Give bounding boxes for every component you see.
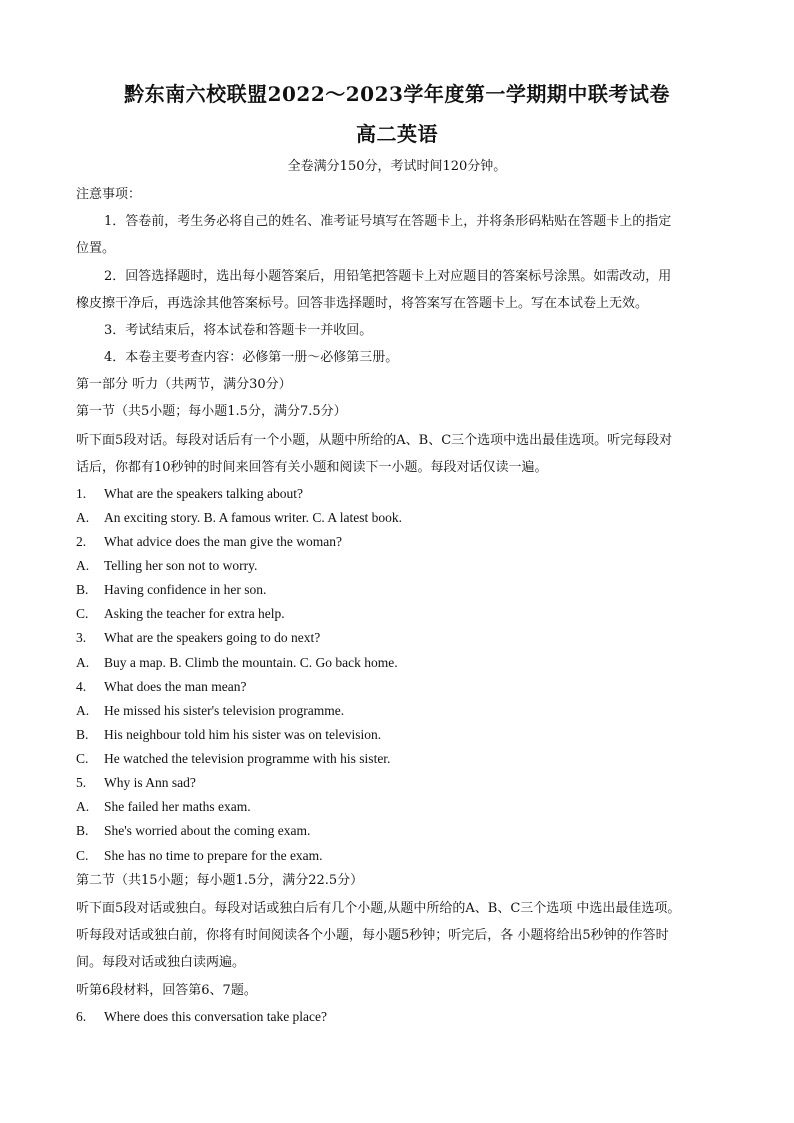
- section1-instruction-line-2: 话后，你都有10秒钟的时间来回答有关小题和阅读下一小题。每段对话仅读一遍。: [76, 460, 548, 475]
- note-2-line-1: 2．回答选择题时，选出每小题答案后，用铅笔把答题卡上对应题目的答案标号涂黑。如需改动，用: [104, 269, 672, 284]
- option-label: B.: [76, 727, 89, 742]
- option-text: She's worried about the coming exam.: [104, 823, 311, 838]
- option-label: C.: [76, 751, 89, 766]
- subject-title: 高二英语: [356, 122, 438, 146]
- question-text: Where does this conversation take place?: [104, 1009, 328, 1024]
- option-text: He watched the television programme with his sister.: [104, 751, 391, 766]
- notes-heading: 注意事项：: [76, 187, 142, 202]
- question-number: 5.: [76, 775, 87, 790]
- section2-heading: 第二节（共15小题；每小题1.5分，满分22.5分）: [76, 873, 364, 888]
- option-text: Having confidence in her son.: [104, 582, 267, 597]
- question-number: 1.: [76, 486, 87, 501]
- section1-heading: 第一节（共5小题；每小题1.5分，满分7.5分）: [76, 404, 347, 419]
- option-label: B.: [76, 582, 89, 597]
- section2-instruction-line-1: 听下面5段对话或独白。每段对话或独白后有几个小题,从题中所给的A、B、C三个选项 中选出最佳选项。: [76, 901, 681, 916]
- question-number: 3.: [76, 630, 87, 645]
- option-text: An exciting story. B. A famous writer. C. A latest book.: [104, 510, 402, 525]
- question-text: What does the man mean?: [104, 679, 247, 694]
- question-text: What are the speakers talking about?: [104, 486, 304, 501]
- part1-heading: 第一部分 听力（共两节，满分30分）: [76, 377, 292, 392]
- question-text: What advice does the man give the woman?: [104, 534, 343, 549]
- material-6-heading: 听第6段材料，回答第6、7题。: [76, 983, 257, 998]
- option-text: Buy a map. B. Climb the mountain. C. Go back home.: [104, 655, 398, 670]
- note-1-line-2: 位置。: [76, 241, 116, 256]
- exam-info: 全卷满分150分，考试时间120分钟。: [287, 159, 507, 174]
- option-text: She has no time to prepare for the exam.: [104, 848, 323, 863]
- note-3: 3．考试结束后，将本试卷和答题卡一并收回。: [104, 323, 373, 338]
- question-number: 6.: [76, 1009, 87, 1024]
- option-label: C.: [76, 848, 89, 863]
- question-text: What are the speakers going to do next?: [104, 630, 321, 645]
- option-text: She failed her maths exam.: [104, 799, 251, 814]
- note-1-line-1: 1．答卷前，考生务必将自己的姓名、准考证号填写在答题卡上，并将条形码粘贴在答题卡上的指定: [104, 214, 672, 229]
- option-label: A.: [76, 558, 90, 573]
- option-label: B.: [76, 823, 89, 838]
- note-2-line-2: 橡皮擦干净后，再选涂其他答案标号。回答非选择题时，将答案写在答题卡上。写在本试卷上无效。: [76, 296, 649, 311]
- note-4: 4．本卷主要考查内容：必修第一册～必修第三册。: [104, 350, 399, 365]
- question-number: 2.: [76, 534, 87, 549]
- section2-instruction-line-3: 间。每段对话或独白读两遍。: [76, 955, 246, 970]
- section1-instruction-line-1: 听下面5段对话。每段对话后有一个小题，从题中所给的A、B、C三个选项中选出最佳选项。听完每段对: [76, 433, 673, 448]
- section2-instruction-line-2: 听每段对话或独白前，你将有时间阅读各个小题，每小题5秒钟；听完后，各 小题将给出5秒钟的作答时: [76, 928, 669, 943]
- option-label: A.: [76, 703, 90, 718]
- question-number: 4.: [76, 679, 87, 694]
- option-label: C.: [76, 606, 89, 621]
- option-label: A.: [76, 655, 90, 670]
- option-label: A.: [76, 799, 90, 814]
- option-label: A.: [76, 510, 90, 525]
- option-text: Telling her son not to worry.: [104, 558, 258, 573]
- option-text: Asking the teacher for extra help.: [104, 606, 285, 621]
- question-text: Why is Ann sad?: [104, 775, 196, 790]
- option-text: He missed his sister's television programme.: [104, 703, 345, 718]
- option-text: His neighbour told him his sister was on television.: [104, 727, 382, 742]
- exam-title: 黔东南六校联盟2022～2023学年度第一学期期中联考试卷: [124, 82, 670, 106]
